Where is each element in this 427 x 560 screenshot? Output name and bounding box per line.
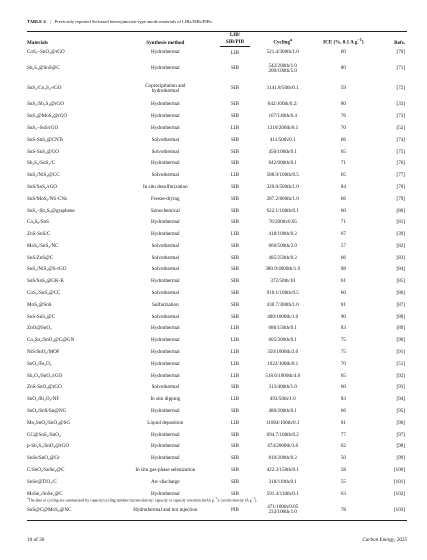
cell-cycling: 588.9/100th/0.5 [266, 172, 299, 179]
cell-synthesis: Solvothermal [151, 266, 180, 273]
cell-synthesis: Hydrothermal [151, 49, 180, 56]
cell-battery-type: LIB [230, 349, 240, 356]
header-cycling-footnote-mark: a [290, 36, 293, 42]
cell-material: Co₉S₈/SnS [27, 219, 49, 226]
cell-ice: 81 [340, 419, 346, 426]
cell-cycling: 642/600th/0.1 [268, 160, 297, 167]
cell-battery-type: SIB [230, 101, 239, 108]
cell-ice: 80 [340, 65, 346, 72]
table-row [27, 418, 407, 430]
cell-synthesis: Hydrothermal [151, 278, 180, 285]
cell-synthesis: Solvothermal [151, 313, 180, 320]
cell-reference: [95] [396, 408, 405, 415]
cell-reference: [73] [396, 113, 405, 120]
table-row [27, 429, 407, 441]
cell-synthesis: Hydrothermal [151, 360, 180, 367]
cell-material: p-Sb₂S₃/SnO₂@rGO [27, 443, 70, 450]
cell-reference: [74] [396, 136, 405, 143]
cell-cycling: 1022/100th/0.1 [267, 360, 299, 367]
cell-cycling: 910.1/100th/0.5 [266, 290, 299, 297]
header-type-line2: SIB/PIB [220, 39, 250, 47]
cell-battery-type: LIB [230, 372, 240, 379]
cell-material: SnS-SnS₂@GO [27, 148, 59, 155]
cell-material: SnS/SnS₂/rGO [27, 183, 58, 190]
cell-ice: 65 [340, 172, 346, 179]
footnote-exponent-2: −1 [251, 496, 256, 500]
cell-synthesis: Hydrothermal [151, 160, 180, 167]
cell-reference: [90] [396, 337, 405, 344]
header-refs: Refs. [371, 32, 407, 47]
cell-battery-type: LIB [230, 396, 240, 403]
cell-battery-type: SIB [230, 160, 239, 167]
cell-reference: [87] [396, 301, 405, 308]
cell-battery-type: SIB [230, 113, 239, 120]
cell-reference: [94] [396, 396, 405, 403]
cell-material: SnS₂@MoS₂@rGO [27, 113, 68, 120]
cell-reference: [71] [396, 65, 405, 72]
header-type-line1: LIB/ [220, 32, 250, 40]
cell-cycling: 11804/100th/0.1 [266, 419, 300, 426]
header-ice-end: ) [361, 39, 364, 46]
cell-reference: [96] [396, 419, 405, 426]
cell-battery-type: SIB [230, 443, 239, 450]
table-label: TABLE 4 [27, 19, 46, 24]
cell-battery-type: SIB [230, 431, 239, 438]
cell-material: SnS₂/Co₃S₄-rGO [27, 85, 62, 92]
cell-material: SnS₂–SnS/rGO [27, 124, 59, 131]
cell-reference: [83] [396, 254, 405, 261]
footnote-mark: a [27, 496, 29, 500]
cell-battery-type: SIB [230, 301, 239, 308]
caption-text: Previously reported Sn-based heterojunction-type anode materials of LIBs/SIBs/PIBs. [54, 19, 213, 24]
cell-cycling: 411/50th/0.1 [269, 136, 296, 143]
page-number: 10 of 36 [27, 537, 45, 543]
cell-ice: 63 [340, 490, 346, 497]
cell-synthesis: Coprecipitation and hydrothermal [145, 82, 186, 94]
cell-cycling: 380.9/4000th/1.0 [265, 266, 301, 273]
cell-synthesis: Solvothermal [151, 384, 180, 391]
cell-material: SnS/SnS₂@GK-K [27, 278, 65, 285]
cell-cycling: 591.4/110th/0.1 [266, 490, 299, 497]
data-table-container [27, 31, 407, 521]
cell-ice: 77 [340, 431, 346, 438]
cell-material: SnS₂–Sb₂S₃@graphene [27, 207, 75, 214]
cell-reference: [51] [396, 360, 405, 367]
cell-cycling: 430.7/300th/1.0 [266, 301, 299, 308]
cell-material: SnSe@TiO₂/C [27, 478, 57, 485]
cell-material: Sb₂O₃/SnO₂/rGO [27, 372, 63, 379]
cell-cycling: 350/1000th/2.0 [267, 349, 299, 356]
cell-reference: [79] [396, 195, 405, 202]
cell-synthesis: Hydrothermal [151, 372, 180, 379]
cell-battery-type: PIB [220, 500, 250, 521]
cell-reference: [80] [396, 207, 405, 214]
cell-cycling: 810/200th/0.2 [268, 455, 297, 462]
cell-battery-type: LIB [230, 419, 240, 426]
cell-cycling: 642/100th/0.2/ [267, 101, 298, 108]
cell-ice: 71 [340, 219, 346, 226]
cell-reference: [82] [396, 242, 405, 249]
cell-reference: [103] [371, 500, 407, 521]
cell-synthesis: Solvothermal [151, 242, 180, 249]
cell-ice: 60 [340, 207, 346, 214]
cell-cycling: 1310/200th/0.1 [267, 124, 299, 131]
cell-reference: [70] [396, 49, 405, 56]
table-row [27, 123, 407, 135]
cell-battery-type: LIB [230, 325, 240, 332]
cell-ice: 67 [340, 231, 346, 238]
cell-ice: 66 [340, 136, 346, 143]
journal-name: Carbon Energy, 2025 [362, 537, 407, 543]
cell-cycling: 287.2/800th/1.0 [266, 195, 299, 202]
header-ice-exponent: −1 [357, 36, 362, 42]
cell-reference: [39] [396, 231, 405, 238]
cell-ice: 83 [340, 325, 346, 332]
cell-synthesis: Hydrothermal [151, 231, 180, 238]
cell-material: SnS₂/NiS₂@S-rGO [27, 266, 67, 273]
cell-material: SnS₂/Sb₂S₃@rGO [27, 101, 64, 108]
header-ice-label: ICE (%, 0.1 A g [323, 39, 358, 46]
cell-reference: [97] [396, 431, 405, 438]
cell-ice: 65 [340, 148, 346, 155]
header-ice [316, 32, 372, 47]
cell-ice: 78 [316, 500, 372, 521]
cell-material: SnS/ZnS@C [27, 254, 54, 261]
table-row [27, 359, 407, 371]
cell-battery-type: SIB [230, 290, 239, 297]
caption-divider: | [49, 19, 51, 24]
cell-cycling: 686/150th/0.1 [268, 325, 297, 332]
cell-synthesis: Solvothermal [151, 136, 180, 143]
table-footnote [27, 496, 407, 502]
cell-battery-type: SIB [230, 242, 239, 249]
cell-synthesis: Hydrothermal [151, 325, 180, 332]
header-synthesis: Synthesis method [111, 32, 220, 47]
table-row [27, 99, 407, 111]
cell-ice: 80 [340, 101, 346, 108]
cell-ice: 66 [340, 195, 346, 202]
table-row [27, 111, 407, 123]
table-row [27, 182, 407, 194]
table-row [27, 193, 407, 205]
footnote-exponent-1: −1 [213, 496, 218, 500]
cell-battery-type: LIB [230, 231, 240, 238]
cell-reference: [92] [396, 372, 405, 379]
cell-ice: 70 [340, 124, 346, 131]
cell-synthesis: Liquid deposition [147, 419, 184, 426]
cell-reference: [91] [396, 349, 405, 356]
table-row [27, 217, 407, 229]
cell-battery-type: LIB [230, 124, 240, 131]
cell-ice: 62 [340, 443, 346, 450]
cell-cycling: 418/100th/0.2 [268, 231, 297, 238]
cell-reference: [98] [396, 443, 405, 450]
cell-synthesis: Hydrothermal [151, 124, 180, 131]
cell-ice: 55 [340, 478, 346, 485]
cell-cycling: 318/110th/0.1 [268, 478, 297, 485]
table-row [27, 465, 407, 477]
cell-synthesis: Hydrothermal [151, 408, 180, 415]
cell-ice: 59 [340, 85, 346, 92]
cell-battery-type: SIB [230, 278, 239, 285]
table-row [27, 252, 407, 264]
table-row [27, 441, 407, 453]
cell-material: SnS₂/NiS₂@CC [27, 172, 60, 179]
cell-ice: 88 [340, 266, 346, 273]
cell-ice: 66 [340, 254, 346, 261]
cell-battery-type: SIB [230, 408, 239, 415]
cell-cycling: 518.6/1000th/4.0 [265, 372, 301, 379]
cell-battery-type: SIB [230, 183, 239, 190]
cell-cycling: 167/140th/6.4 [268, 113, 297, 120]
table-row [27, 134, 407, 146]
cell-material: NiS/SnO₂/MOF [27, 349, 60, 356]
cell-battery-type: LIB [230, 49, 240, 56]
table-body [27, 47, 407, 521]
cell-material: CoS₂/SnS₂@CC [27, 290, 61, 297]
cell-synthesis: In situ dipping [150, 396, 181, 403]
cell-synthesis: In situ gas-phase selenization [135, 467, 196, 474]
cell-material: CC@SnS₂/SnO₂ [27, 431, 61, 438]
cell-battery-type: SIB [230, 313, 239, 320]
cell-material: ZnS-SnS/C [27, 231, 51, 238]
cell-synthesis: Hydrothermal [151, 455, 180, 462]
cell-reference: [78] [396, 183, 405, 190]
cell-material: MoS₂/SnS₂/NC [27, 242, 59, 249]
cell-battery-type: SIB [230, 195, 239, 202]
cell-ice: 76 [340, 113, 346, 120]
cell-material: Sb₂S₃@SnS@C [27, 65, 60, 72]
cell-material: SnS@C@MoS₂@NC [27, 500, 111, 521]
cell-battery-type: SIB [230, 219, 239, 226]
anode-materials-table [27, 31, 407, 521]
header-cycling [250, 32, 316, 47]
cell-cycling: 76/200th/0.05 [268, 219, 297, 226]
table-row [27, 59, 407, 79]
footnote-end: ). [255, 498, 258, 503]
cell-ice: 60 [340, 290, 346, 297]
header-materials: Materials [27, 32, 111, 47]
cell-synthesis: Hydrothermal [151, 101, 180, 108]
cell-ice: 75 [340, 349, 346, 356]
cell-synthesis: Solvothermal [151, 172, 180, 179]
cell-cycling: 622.1/100th/0.1 [266, 207, 299, 214]
cell-cycling: 320.0/500th/1.0 [266, 183, 299, 190]
cell-material: MoS₂@SnS [27, 301, 52, 308]
cell-cycling: 471/100th/0.05 233/100th/1.0 [250, 500, 316, 521]
cell-ice: 71 [340, 160, 346, 167]
table-row [27, 47, 407, 59]
table-row [27, 311, 407, 323]
cell-ice: 75 [340, 337, 346, 344]
cell-battery-type: SIB [230, 85, 239, 92]
cell-battery-type: SIB [230, 136, 239, 143]
table-row [27, 205, 407, 217]
cell-reference: [81] [396, 219, 405, 226]
cell-material: SnS/MoS₂/NS-CNs [27, 195, 67, 202]
cell-ice: 50 [340, 455, 346, 462]
cell-material: Co₃Sn₂/SnO₂@C@GN [27, 337, 75, 344]
cell-cycling: 400/1000th/1.0 [267, 313, 299, 320]
cell-material: SnO₂/Bi₂O₃/NF [27, 396, 60, 403]
cell-material: MoSe₂/SnSe₂@C [27, 490, 63, 497]
table-row [27, 158, 407, 170]
cell-cycling: 485/250th/0.2 [268, 254, 297, 261]
cell-battery-type: SIB [230, 148, 239, 155]
cell-cycling: 605/300th/0.1 [268, 337, 297, 344]
cell-cycling: 313/400th/1.0 [268, 384, 297, 391]
cell-material: Sb₂S₃/SnS₂/C [27, 160, 55, 167]
cell-material: SnO₂/Fe₂O₃ [27, 360, 52, 367]
cell-ice: 90 [340, 313, 346, 320]
cell-battery-type: SIB [230, 207, 239, 214]
cell-battery-type: LIB [230, 337, 240, 344]
cell-battery-type: SIB [230, 384, 239, 391]
header-cycling-label: Cycling [273, 39, 291, 46]
cell-battery-type: SIB [230, 490, 239, 497]
cell-reference: [85] [396, 278, 405, 285]
cell-battery-type: SIB [230, 65, 239, 72]
cell-material: ZnO@SnO₂ [27, 325, 52, 332]
cell-material: ZnS-SnO₂@rGO [27, 384, 62, 391]
cell-reference: [100] [393, 467, 405, 474]
cell-synthesis: Hydrothermal [151, 219, 180, 226]
cell-battery-type: SIB [230, 455, 239, 462]
cell-reference: [52] [396, 124, 405, 131]
table-row [27, 335, 407, 347]
cell-synthesis: Hydrothermal [151, 443, 180, 450]
table-row [27, 500, 407, 521]
cell-ice: 65 [340, 372, 346, 379]
cell-synthesis: In situ desulfurization [142, 183, 188, 190]
cell-ice: 81 [340, 301, 346, 308]
cell-reference: [76] [396, 160, 405, 167]
table-caption [27, 19, 407, 24]
table-row [27, 406, 407, 418]
cell-reference: [101] [393, 478, 405, 485]
cell-ice: 60 [340, 49, 346, 56]
table-row [27, 370, 407, 382]
cell-synthesis: Hydrothermal [151, 65, 180, 72]
cell-material: CoS₂–SnO₂@rGO [27, 49, 65, 56]
table-row [27, 146, 407, 158]
table-row [27, 276, 407, 288]
cell-cycling: 521.4/300th/1.0 [266, 49, 299, 56]
table-row [27, 476, 407, 488]
footnote-mid: ); current density (A g [217, 498, 252, 503]
cell-ice: 83 [340, 396, 346, 403]
cell-ice: 61 [340, 278, 346, 285]
cell-reference: [93] [396, 384, 405, 391]
cell-reference: [102] [393, 490, 405, 497]
table-row [27, 382, 407, 394]
cell-reference: [84] [396, 266, 405, 273]
cell-cycling: 493/50th/1.0 [269, 396, 296, 403]
cell-synthesis: Hydrothermal [151, 431, 180, 438]
cell-reference: [88] [396, 313, 405, 320]
table-row [27, 347, 407, 359]
cell-reference: [72] [396, 85, 405, 92]
cell-battery-type: SIB [230, 266, 239, 273]
table-row [27, 264, 407, 276]
cell-ice: 70 [340, 360, 346, 367]
table-row [27, 453, 407, 465]
cell-cycling: 450/100th/0.1 [268, 148, 297, 155]
cell-material: SnSe/SnO₂@Gr [27, 455, 60, 462]
cell-material: Mn₂SnO₄/SnO₂@SG [27, 419, 71, 426]
table-row [27, 394, 407, 406]
cell-cycling: 660/500th/2.0 [268, 242, 297, 249]
cell-synthesis: Hydrothermal [151, 113, 180, 120]
cell-synthesis: Hydrothermal [151, 337, 180, 344]
table-row [27, 170, 407, 182]
cell-ice: 57 [340, 242, 346, 249]
cell-reference: [33] [396, 101, 405, 108]
cell-synthesis: Solvothermal [151, 254, 180, 261]
cell-synthesis: Sulfurization [152, 301, 179, 308]
cell-battery-type: SIB [230, 254, 239, 261]
table-row [27, 323, 407, 335]
cell-reference: [89] [396, 325, 405, 332]
table-row [27, 79, 407, 99]
cell-synthesis: Hydrothermal [151, 349, 180, 356]
cell-synthesis: Sonochemical [150, 207, 180, 214]
cell-reference: [86] [396, 290, 405, 297]
cell-cycling: 372/50th/10 [270, 278, 296, 285]
cell-ice: 58 [340, 467, 346, 474]
table-row [27, 300, 407, 312]
cell-material: SnS-SnS₂@C [27, 313, 55, 320]
cell-cycling: 1141.8/50th/0.1 [266, 85, 299, 92]
cell-cycling: 474/2000th/3.0 [267, 443, 299, 450]
cell-battery-type: SIB [230, 467, 239, 474]
cell-synthesis: Arc-discharge [150, 478, 180, 485]
cell-material: C/SnO₂/SnSe₂@C [27, 467, 65, 474]
cell-cycling: 480/200th/0.1 [268, 408, 297, 415]
cell-ice: 84 [340, 183, 346, 190]
cell-synthesis: Hydrothermal and hot injection [111, 500, 220, 521]
footnote-text: The data of cycling are summarized by capacity/cycling number/current density; capacity or capacity retention (mAh g [28, 498, 214, 503]
cell-battery-type: SIB [230, 478, 239, 485]
cell-reference: [99] [396, 455, 405, 462]
cell-synthesis: Hydrothermal [151, 490, 180, 497]
cell-cycling: 422.3/150th/0.1 [266, 467, 299, 474]
table-row [27, 241, 407, 253]
cell-synthesis: Solvothermal [151, 148, 180, 155]
cell-synthesis: Freeze-drying [151, 195, 180, 202]
cell-ice: 60 [340, 384, 346, 391]
cell-cycling: 694.7/100th/0.2 [266, 431, 299, 438]
cell-ice: 66 [340, 408, 346, 415]
cell-cycling: 542/200th/1.0 200/100th/5.0 [268, 62, 297, 74]
cell-battery-type: LIB [230, 360, 240, 367]
table-row [27, 288, 407, 300]
table-row [27, 229, 407, 241]
cell-material: SnS-SnS₂@CNTs [27, 136, 64, 143]
cell-reference: [75] [396, 148, 405, 155]
cell-battery-type: LIB [230, 172, 240, 179]
cell-material: SnO₂/SnS/Sn@NG [27, 408, 67, 415]
cell-synthesis: Solvothermal [151, 290, 180, 297]
cell-reference: [77] [396, 172, 405, 179]
